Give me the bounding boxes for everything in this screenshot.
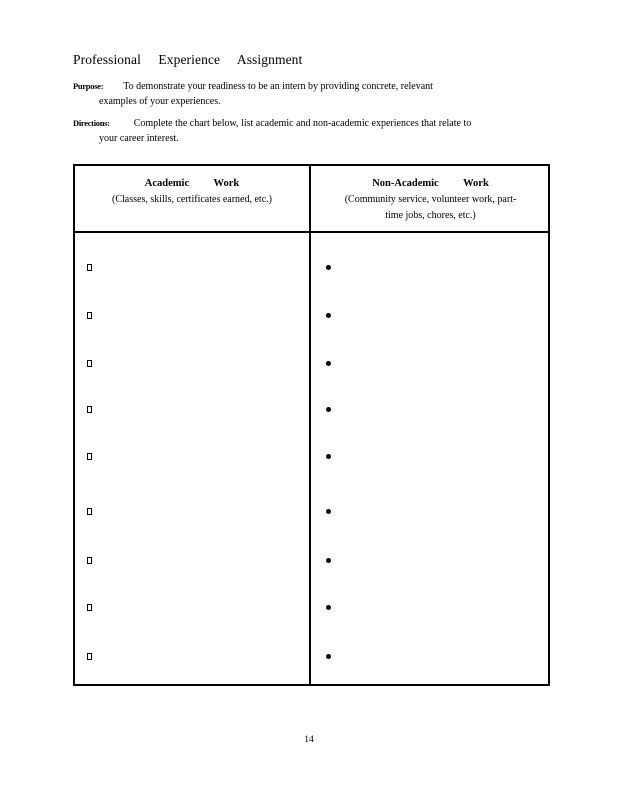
academic-work-title: Academic Work xyxy=(144,178,240,189)
academic-work-header xyxy=(77,176,307,208)
non-academic-bullet-dot xyxy=(326,509,331,514)
experience-chart xyxy=(73,164,550,686)
academic-bullet-box xyxy=(87,312,92,319)
purpose-text-line2: examples of your experiences. xyxy=(99,96,221,107)
academic-bullet-box xyxy=(87,604,92,611)
non-academic-bullet-dot xyxy=(326,407,331,412)
academic-work-subtitle: (Classes, skills, certificates earned, etc.) xyxy=(112,194,272,205)
academic-bullet-box xyxy=(87,508,92,515)
non-academic-bullet-dot xyxy=(326,654,331,659)
non-academic-work-subtitle-line1: (Community service, volunteer work, part- xyxy=(344,194,517,205)
directions-text-line2: your career interest. xyxy=(99,133,179,144)
academic-bullet-box xyxy=(87,406,92,413)
non-academic-bullet-dot xyxy=(326,265,331,270)
column-divider xyxy=(309,166,311,684)
purpose-paragraph xyxy=(73,79,553,109)
directions-paragraph xyxy=(73,116,538,146)
non-academic-bullet-dot xyxy=(326,558,331,563)
purpose-text-line1: To demonstrate your readiness to be an intern by providing concrete, relevant xyxy=(123,81,433,92)
academic-bullet-box xyxy=(87,557,92,564)
non-academic-bullet-dot xyxy=(326,605,331,610)
directions-text-line1: Complete the chart below, list academic and non-academic experiences that relate to xyxy=(133,118,472,129)
page-number: 14 xyxy=(304,735,314,745)
academic-bullet-box xyxy=(87,453,92,460)
non-academic-work-header xyxy=(313,176,548,224)
non-academic-bullet-dot xyxy=(326,361,331,366)
non-academic-work-subtitle-line2: time jobs, chores, etc.) xyxy=(385,210,476,221)
non-academic-bullet-dot xyxy=(326,454,331,459)
academic-bullet-box xyxy=(87,360,92,367)
page-title: Professional Experience Assignment xyxy=(73,52,303,67)
non-academic-work-title: Non-Academic Work xyxy=(372,178,489,189)
header-divider xyxy=(75,231,548,233)
purpose-label: Purpose: xyxy=(73,81,104,91)
academic-bullet-box xyxy=(87,653,92,660)
non-academic-bullet-dot xyxy=(326,313,331,318)
directions-label: Directions: xyxy=(73,118,110,128)
academic-bullet-box xyxy=(87,264,92,271)
